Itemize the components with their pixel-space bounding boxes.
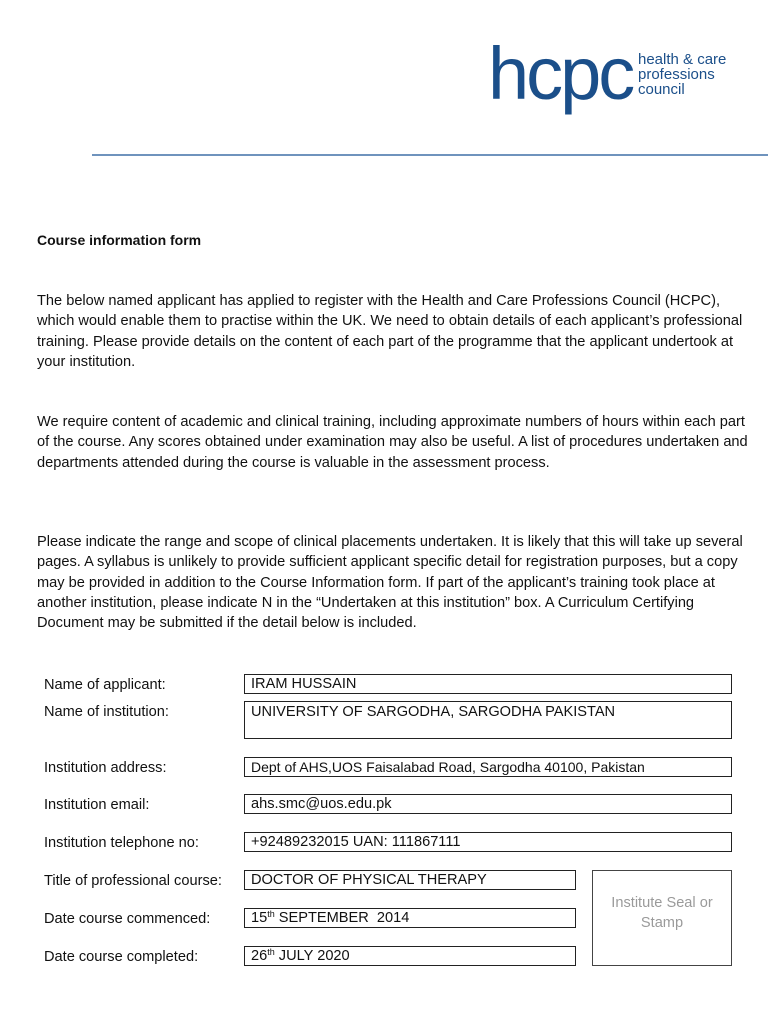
date-commenced-label: Date course commenced:: [44, 911, 211, 927]
institution-phone-field[interactable]: +92489232015 UAN: 111867111: [244, 832, 732, 852]
date-completed-label: Date course completed:: [44, 949, 199, 965]
date-commenced-suffix: th: [267, 909, 275, 919]
date-completed-rest: JULY 2020: [274, 948, 350, 964]
form-title: Course information form: [37, 232, 202, 248]
date-commenced-rest: SEPTEMBER 2014: [274, 910, 410, 926]
institution-name-field[interactable]: UNIVERSITY OF SARGODHA, SARGODHA PAKISTAN: [244, 701, 732, 739]
hcpc-logo: [488, 34, 748, 118]
logo-mark: hcpc: [488, 32, 633, 115]
course-title-field[interactable]: DOCTOR OF PHYSICAL THERAPY: [244, 870, 576, 890]
course-title-label: Title of professional course:: [44, 873, 222, 889]
requirements-paragraph: We require content of academic and clinical training, including approximate numbers of hours within each part of the course. Any scores obtained under examination may also be useful. A list of procedures undertaken and departments attended during the course is valuable in the assessment process.: [37, 414, 748, 471]
logo-tagline: [638, 52, 726, 97]
institution-phone-label: Institution telephone no:: [44, 835, 199, 851]
placements-paragraph: Please indicate the range and scope of clinical placements undertaken. It is likely that this will take up several pages. A syllabus is unlikely to provide sufficient applicant specific detail for registration purposes, but a copy may be provided in addition to the Course Information form. If part of the applicant’s training took place at another institution, please indicate N in the “Undertaken at this institution” box. A Curriculum Certifying Document may be submitted if the detail below is included.: [37, 534, 743, 632]
header-divider: [92, 154, 768, 156]
seal-label-line: Stamp: [640, 915, 684, 931]
institution-email-label: Institution email:: [44, 797, 150, 813]
institution-name-label: Name of institution:: [44, 704, 169, 720]
date-completed-field[interactable]: [244, 946, 576, 966]
date-commenced-day: 15: [251, 910, 268, 926]
institution-address-field[interactable]: Dept of AHS,UOS Faisalabad Road, Sargodha 40100, Pakistan: [244, 757, 732, 777]
applicant-name-field[interactable]: IRAM HUSSAIN: [244, 674, 732, 694]
logo-tagline-line: health & care: [638, 51, 727, 68]
logo-tagline-line: professions: [638, 66, 715, 83]
institution-email-field[interactable]: ahs.smc@uos.edu.pk: [244, 794, 732, 814]
intro-paragraph: The below named applicant has applied to register with the Health and Care Professions Council (HCPC), which would enable them to practise within the UK. We need to obtain details of each applicant’s professional training. Please provide details on the content of each part of the programme that the applicant undertook at your institution.: [37, 293, 743, 370]
date-completed-day: 26: [251, 948, 268, 964]
logo-tagline-line: council: [638, 81, 685, 98]
institution-address-label: Institution address:: [44, 760, 167, 776]
date-completed-suffix: th: [267, 947, 275, 957]
applicant-name-label: Name of applicant:: [44, 677, 166, 693]
institute-seal-box: [592, 870, 732, 966]
seal-label-line: Institute Seal or: [611, 895, 713, 911]
date-commenced-field[interactable]: [244, 908, 576, 928]
